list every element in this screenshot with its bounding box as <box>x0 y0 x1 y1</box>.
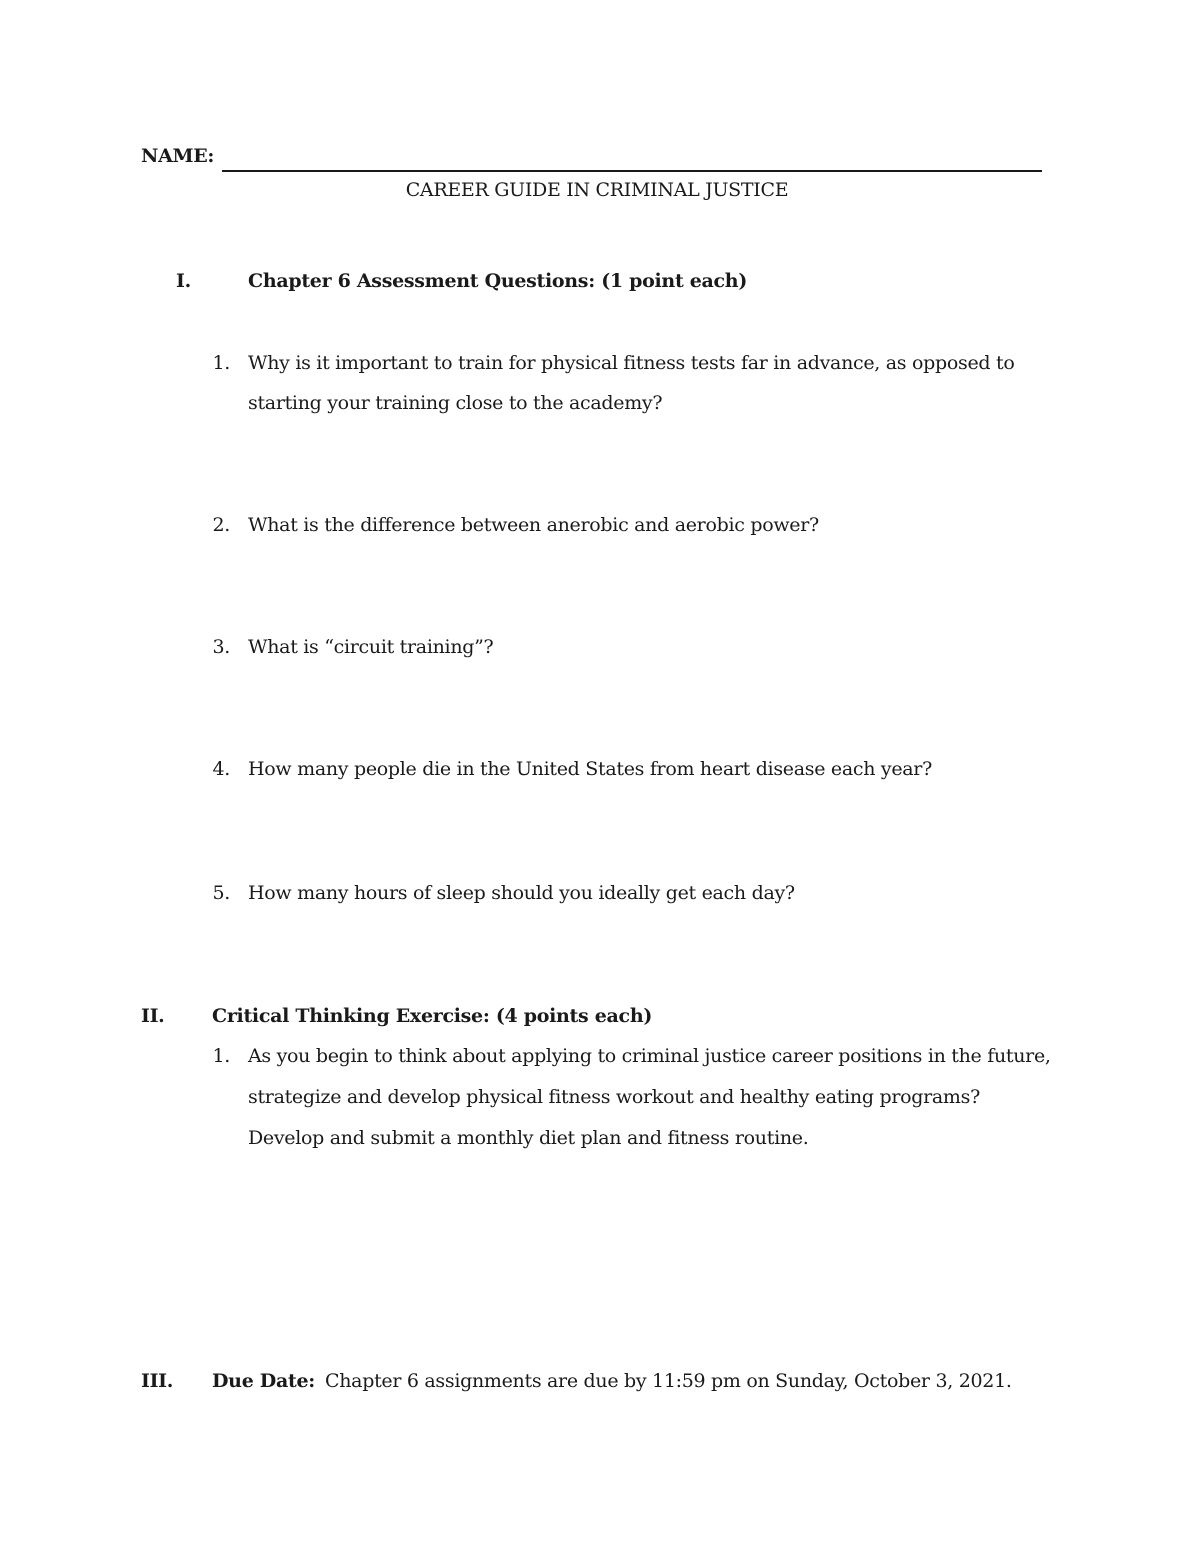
question-3-number: 3. <box>212 636 230 658</box>
question-1-text-line-1: Why is it important to train for physical fitness tests far in advance, as opposed to <box>248 352 1015 374</box>
due-date-text: Chapter 6 assignments are due by 11:59 pm on Sunday, October 3, 2021. <box>325 1370 1012 1392</box>
question-2-text: What is the difference between anerobic and aerobic power? <box>248 514 819 536</box>
question-1-number: 1. <box>212 352 230 374</box>
question-2-number: 2. <box>212 514 230 536</box>
question-3-text: What is “circuit training”? <box>248 636 494 658</box>
document-title: CAREER GUIDE IN CRIMINAL JUSTICE <box>405 179 789 201</box>
question-1-text-line-2: starting your training close to the academy? <box>248 392 663 414</box>
question-4-number: 4. <box>212 758 230 780</box>
exercise-1-text-line-3: Develop and submit a monthly diet plan and fitness routine. <box>248 1127 809 1149</box>
section-1-numeral: I. <box>176 270 191 292</box>
exercise-1-text-line-1: As you begin to think about applying to criminal justice career positions in the future, <box>248 1045 1051 1067</box>
due-date-label: Due Date: <box>212 1370 315 1392</box>
exercise-1-number: 1. <box>212 1045 230 1067</box>
section-3-numeral: III. <box>141 1370 174 1392</box>
section-2-numeral: II. <box>141 1005 165 1027</box>
question-5-text: How many hours of sleep should you ideally get each day? <box>248 882 795 904</box>
question-5-number: 5. <box>212 882 230 904</box>
section-1-heading: Chapter 6 Assessment Questions: (1 point each) <box>248 270 748 292</box>
section-2-heading: Critical Thinking Exercise: (4 points each) <box>212 1005 653 1027</box>
exercise-1-text-line-2: strategize and develop physical fitness workout and healthy eating programs? <box>248 1086 980 1108</box>
name-label: NAME: <box>141 145 215 167</box>
question-4-text: How many people die in the United States from heart disease each year? <box>248 758 932 780</box>
name-underline[interactable] <box>222 170 1042 172</box>
